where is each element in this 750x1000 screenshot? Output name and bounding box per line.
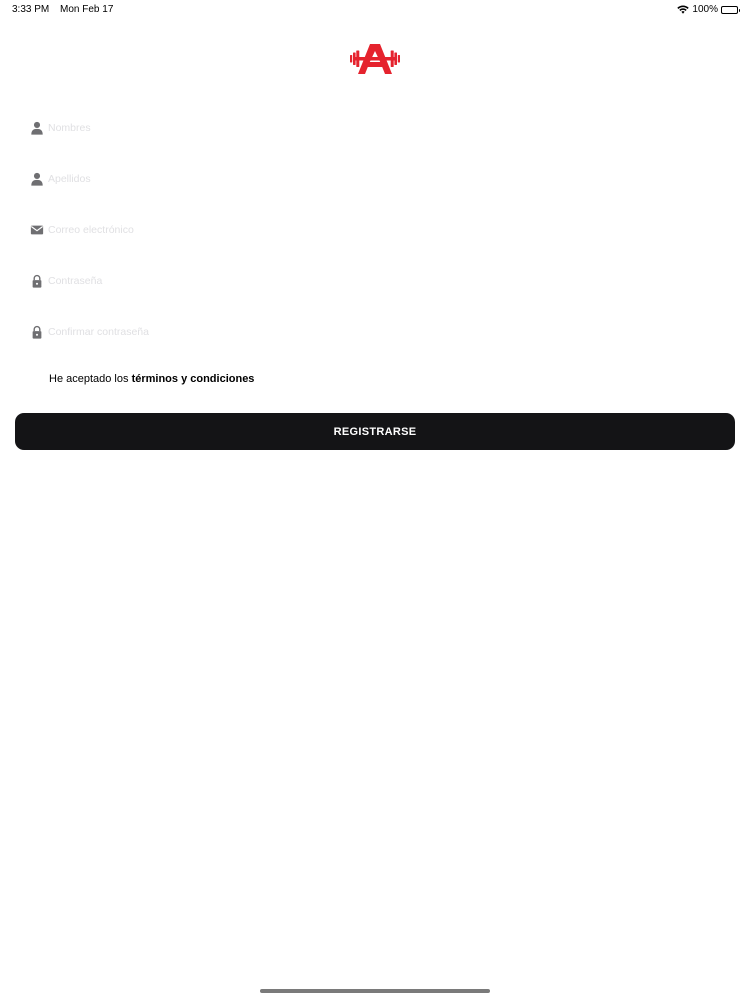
envelope-icon (30, 223, 44, 237)
terms-row[interactable] (49, 373, 254, 385)
first-name-input[interactable] (48, 122, 648, 134)
person-icon (30, 172, 44, 186)
lock-icon (30, 325, 44, 339)
status-bar (0, 0, 750, 18)
email-input[interactable] (48, 224, 648, 236)
status-right (677, 4, 738, 15)
last-name-field[interactable] (28, 167, 728, 191)
battery-icon (721, 6, 738, 14)
terms-prefix: He aceptado los (49, 373, 132, 385)
wifi-icon (677, 5, 689, 14)
battery-percent: 100% (692, 4, 718, 15)
last-name-input[interactable] (48, 173, 648, 185)
home-indicator (260, 989, 490, 993)
password-field[interactable] (28, 269, 728, 293)
first-name-field[interactable] (28, 116, 728, 140)
email-field[interactable] (28, 218, 728, 242)
register-button[interactable]: REGISTRARSE (15, 413, 735, 450)
password-input[interactable] (48, 275, 648, 287)
status-left (12, 4, 113, 15)
status-date: Mon Feb 17 (60, 4, 114, 15)
lock-icon (30, 274, 44, 288)
terms-link[interactable]: términos y condiciones (131, 373, 255, 385)
confirm-password-input[interactable] (48, 326, 648, 338)
status-time: 3:33 PM (12, 4, 50, 15)
person-icon (30, 121, 44, 135)
confirm-password-field[interactable] (28, 320, 728, 344)
dumbbell-a-logo (350, 42, 400, 76)
